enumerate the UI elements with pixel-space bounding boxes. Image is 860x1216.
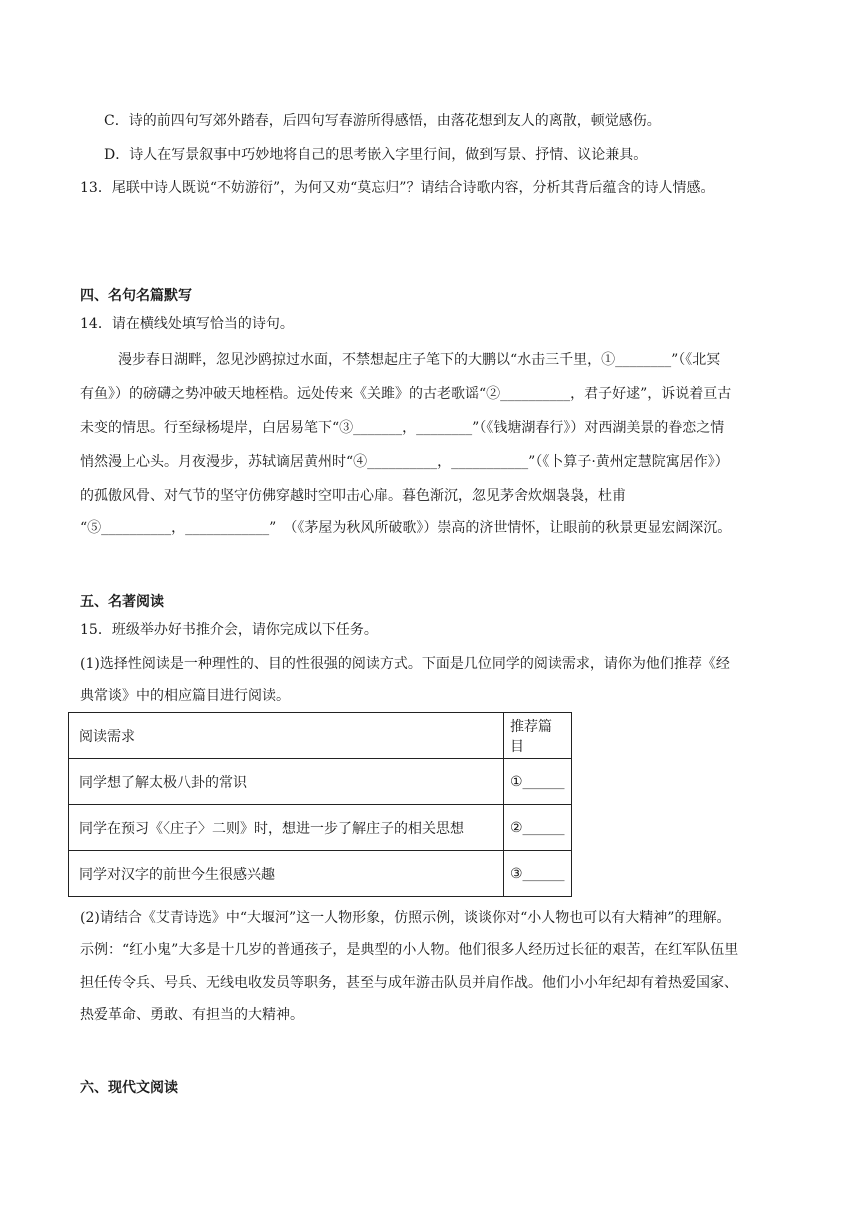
question-14: 14．请在横线处填写恰当的诗句。 <box>80 316 294 332</box>
fill-in-line-6: “⑤__________，____________” （《茅屋为秋风所破歌》）崇高的济世情怀，让眼前的秋景更显宏阔深沉。 <box>80 520 732 536</box>
table-header: 阅读需求 <box>69 713 504 759</box>
fill-in-line-2: 有鱼》）的磅礴之势冲破天地桎梏。远处传来《关雎》的古老歌谣“②__________，君子好逑”，诉说着亘古 <box>80 386 732 402</box>
fill-in-line-1: 漫步春日湖畔，忽见沙鸥掠过水面，不禁想起庄子笔下的大鹏以“水击三千里，①________”（《北冥 <box>118 352 721 368</box>
q15-part1-line1: (1)选择性阅读是一种理性的、目的性很强的阅读方式。下面是几位同学的阅读需求，请你为他们推荐《经 <box>80 656 730 672</box>
table-cell: 同学在预习《〈庄子〉二则》时，想进一步了解庄子的相关思想 <box>69 805 504 851</box>
example-line-2: 担任传令兵、号兵、无线电收发员等职务，甚至与成年游击队员并肩作战。他们小小年纪却有着热爱国家、 <box>80 975 738 991</box>
section-5-title: 五、名著阅读 <box>80 594 164 610</box>
table-cell-blank: ②______ <box>504 805 572 851</box>
table-row <box>69 851 572 897</box>
question-13: 13．尾联中诗人既说“不妨游衍”，为何又劝“莫忘归”？请结合诗歌内容，分析其背后蕴含的诗人情感。 <box>80 180 715 196</box>
recommendation-table <box>68 712 572 897</box>
question-15: 15．班级举办好书推介会，请你完成以下任务。 <box>80 622 378 638</box>
section-4-title: 四、名句名篇默写 <box>80 288 192 304</box>
table-cell: 同学对汉字的前世今生很感兴趣 <box>69 851 504 897</box>
table-row <box>69 759 572 805</box>
fill-in-line-3: 未变的情思。行至绿杨堤岸，白居易笔下“③_______，________”（《钱塘湖春行》）对西湖美景的眷恋之情 <box>80 420 725 436</box>
table-header-row <box>69 713 572 759</box>
table-cell-blank: ③______ <box>504 851 572 897</box>
q15-part1-line2: 典常谈》中的相应篇目进行阅读。 <box>80 688 290 704</box>
table-header: 推荐篇目 <box>504 713 572 759</box>
table-cell-blank: ①______ <box>504 759 572 805</box>
table-row <box>69 805 572 851</box>
option-d: D．诗人在写景叙事中巧妙地将自己的思考嵌入字里行间，做到写景、抒情、议论兼具。 <box>104 147 648 163</box>
section-6-title: 六、现代文阅读 <box>80 1080 178 1096</box>
example-line-3: 热爱革命、勇敢、有担当的大精神。 <box>80 1007 304 1023</box>
q15-part2: (2)请结合《艾青诗选》中“大堰河”这一人物形象，仿照示例，谈谈你对“小人物也可以有大精神”的理解。 <box>80 910 731 926</box>
fill-in-line-4: 悄然漫上心头。月夜漫步，苏轼谪居黄州时“④__________，___________”（《卜算子·黄州定慧院寓居作》） <box>80 454 729 470</box>
table-cell: 同学想了解太极八卦的常识 <box>69 759 504 805</box>
option-c: C．诗的前四句写郊外踏春，后四句写春游所得感悟，由落花想到友人的离散，顿觉感伤。 <box>104 113 661 129</box>
fill-in-line-5: 的孤傲风骨、对气节的坚守仿佛穿越时空叩击心扉。暮色渐沉，忽见茅舍炊烟袅袅，杜甫 <box>80 488 626 504</box>
example-line-1: 示例：“红小鬼”大多是十几岁的普通孩子，是典型的小人物。他们很多人经历过长征的艰苦，在红军队伍里 <box>80 942 739 958</box>
